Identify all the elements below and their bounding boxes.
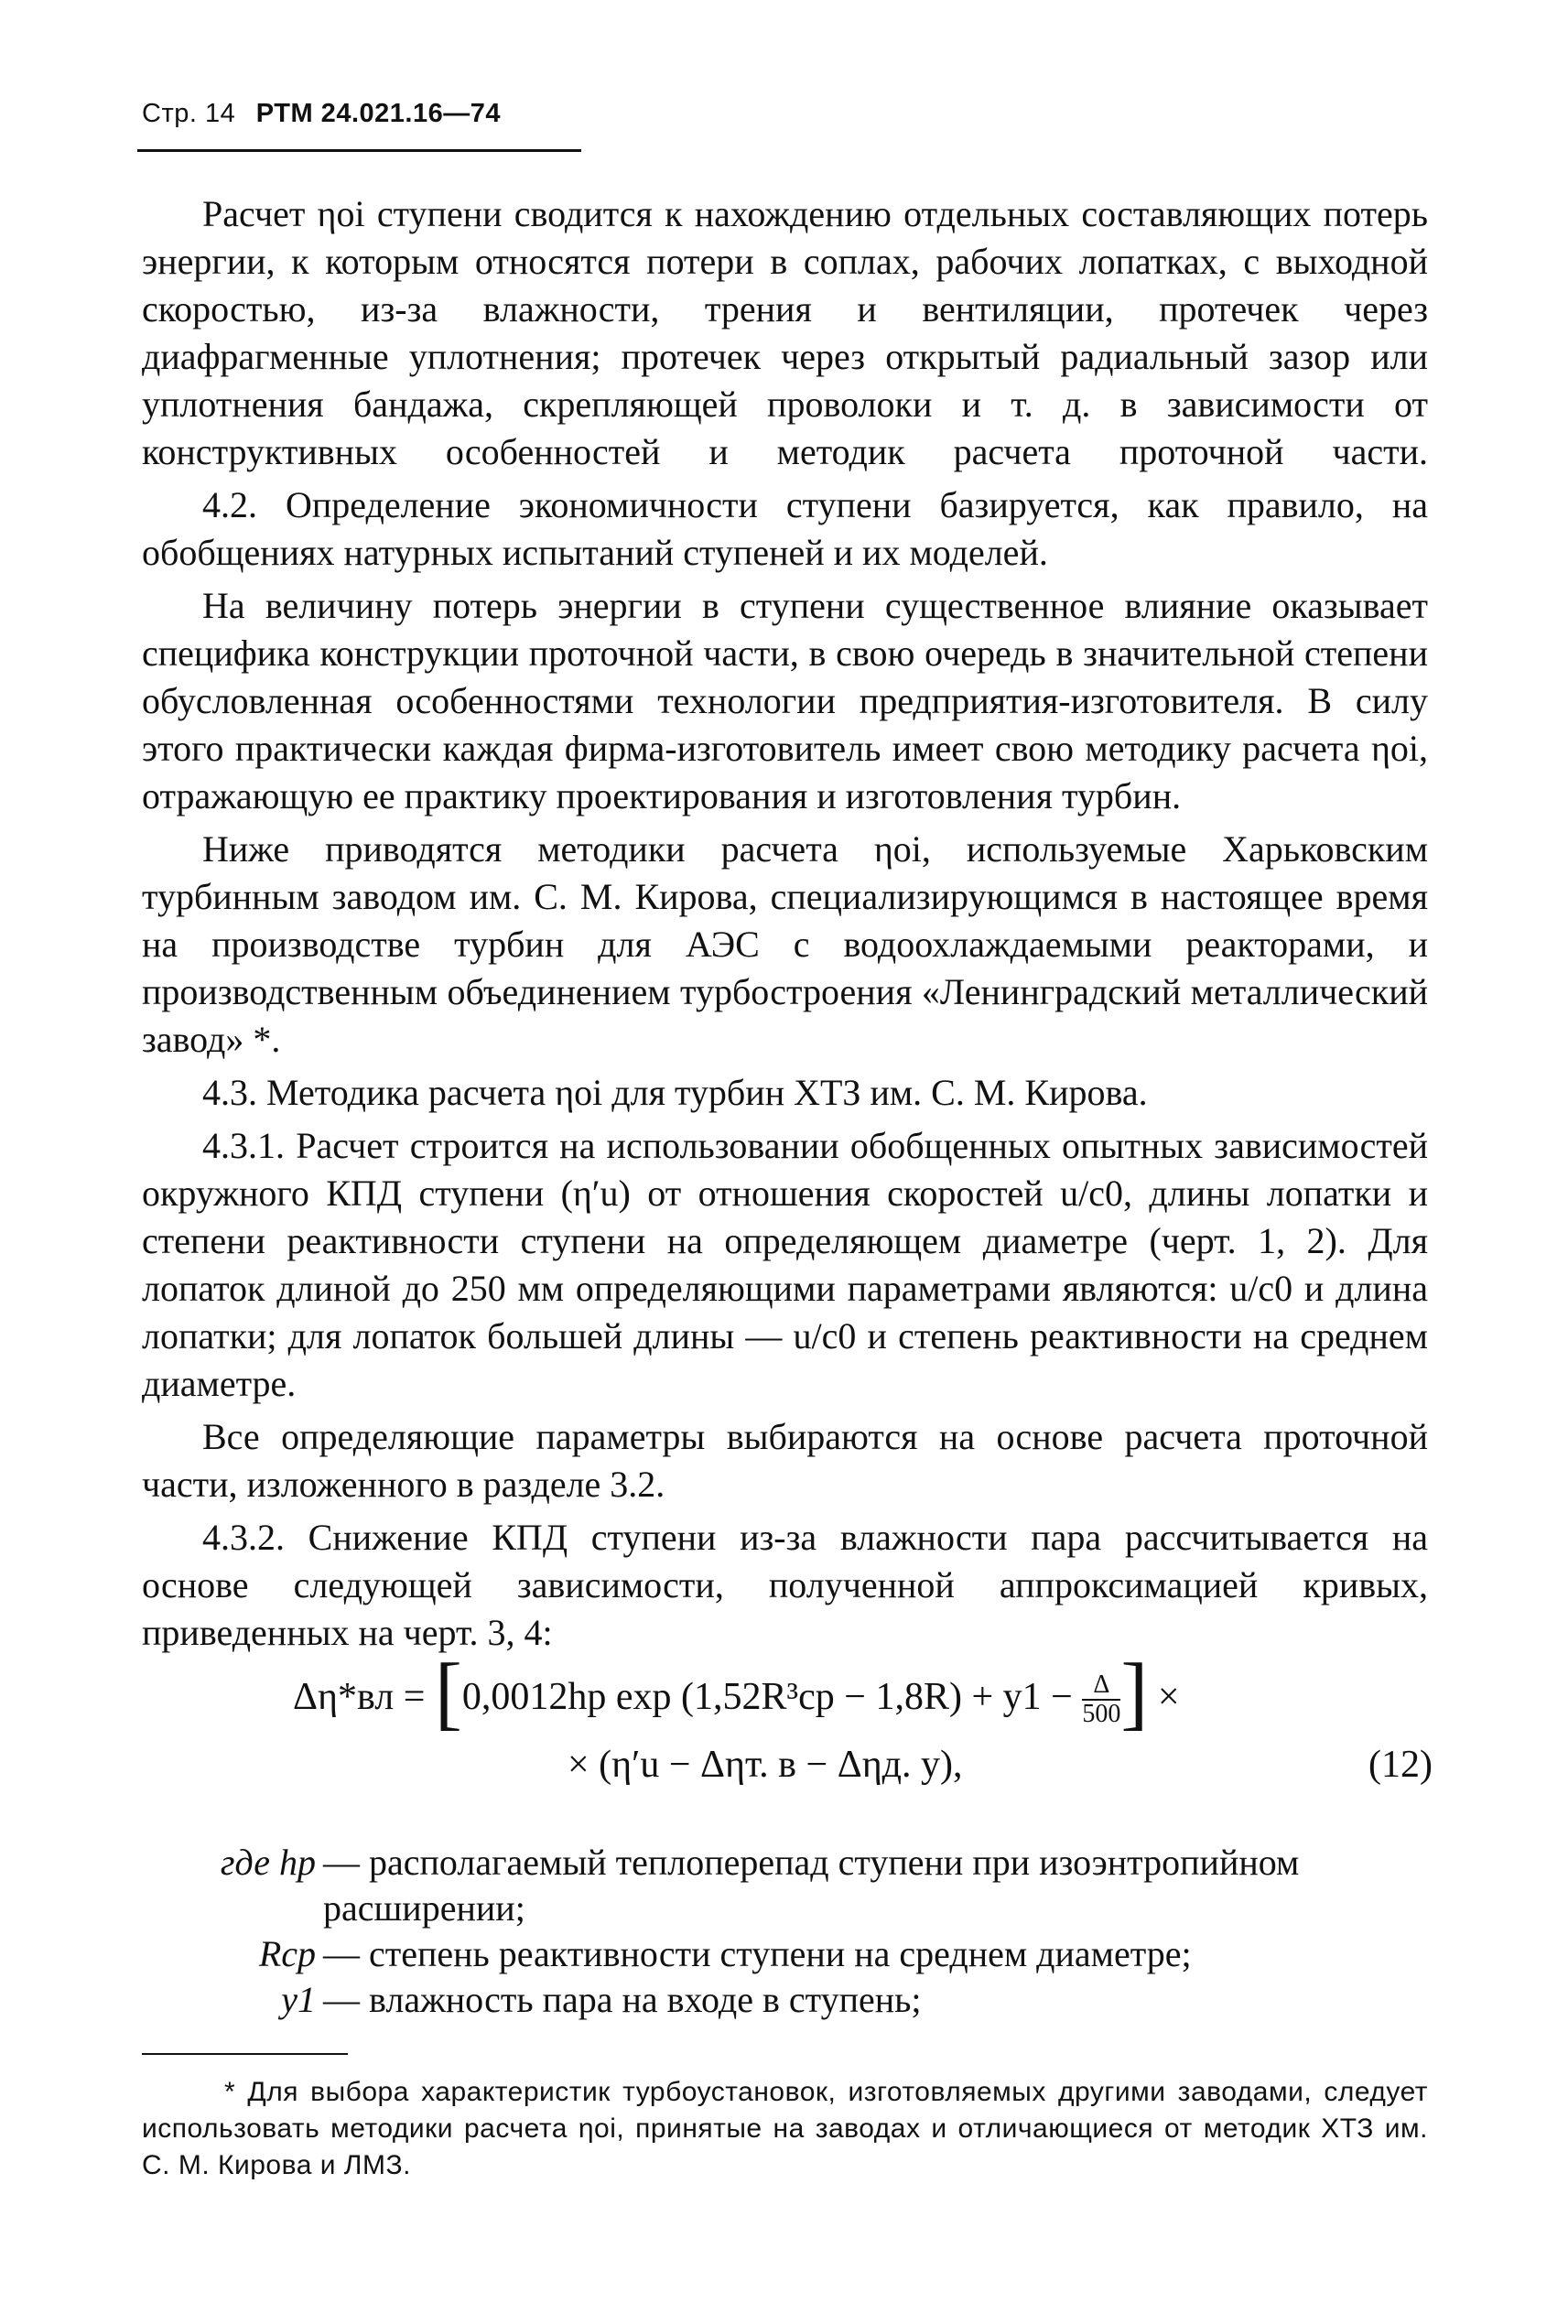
paragraph: 4.3.2. Снижение КПД ступени из-за влажности пара рассчитывается на основе следующей зависимости, полученной аппроксимацией кривых, приведенных на черт. 3, 4: [142,1517,1428,1653]
formula-line-1 [293,1648,1180,1738]
left-bracket: [ [434,1648,462,1738]
body-text [142,190,1428,1662]
section-heading: 4.3. Методика расчета ηoi для турбин ХТЗ им. С. М. Кирова. [202,1072,1148,1113]
page-number: Стр. 14 [142,99,236,128]
definition-symbol: где hр [220,1842,316,1883]
fraction-numerator: Δ [1082,1671,1120,1701]
definition-text: — влажность пара на входе в ступень; [323,1979,922,2020]
footnote [142,2074,1428,2184]
formula-lhs: Δη*вл = [293,1676,426,1718]
definitions-list [142,1840,1428,2023]
definition-row [142,1931,1428,1977]
page-header [142,99,501,129]
definition-text: — степень реактивности ступени на среднем диаметре; [323,1933,1192,1974]
paragraph: Ниже приводятся методики расчета ηoi, используемые Харьковским турбинным заводом им. С. М. Кирова, специализирующимся в настоящее время на производстве турбин для АЭС с водоохлаждаемыми реакторами, и производственным объединением турбостроения «Ленинградский металлический завод» *. [142,828,1428,1060]
document-code: РТМ 24.021.16—74 [255,99,501,128]
definition-row [142,1840,1428,1931]
formula-number: (12) [1368,1744,1433,1786]
formula-multiply: × [1157,1676,1180,1718]
paragraph: 4.2. Определение экономичности ступени базируется, как правило, на обобщениях натурных испытаний ступеней и их моделей. [142,484,1428,573]
footnote-text: * Для выбора характеристик турбоустановок, изготовляемых другими заводами, следует использовать методики расчета ηoi, принятые на заводах и отличающиеся от методик ХТЗ им. С. М. Кирова и ЛМЗ. [142,2077,1428,2180]
footnote-rule [142,2053,348,2055]
fraction-denominator: 500 [1082,1700,1121,1729]
definition-symbol: Rср [258,1933,316,1974]
paragraph: Все определяющие параметры выбираются на основе расчета проточной части, изложенного в разделе 3.2. [142,1416,1428,1505]
definition-symbol: y1 [281,1979,316,2020]
paragraph: На величину потерь энергии в ступени существенное влияние оказывает специфика конструкции проточной части, в свою очередь в значительной степени обусловленная особенностями технологии предприятия-изготовителя. В силу этого практически каждая фирма-изготовитель имеет свою методику расчета ηoi, отражающую ее практику проектирования и изготовления турбин. [142,585,1428,816]
definition-text: — располагаемый теплоперепад ступени при изоэнтропийном расширении; [323,1842,1300,1929]
right-bracket: ] [1120,1648,1149,1738]
definition-row [142,1977,1428,2023]
paragraph: Расчет ηoi ступени сводится к нахождению отдельных составляющих потерь энергии, к которым относятся потери в соплах, рабочих лопатках, с выходной скоростью, из-за влажности, трения и вентиляции, протечек через диафрагменные уплотнения; протечек через открытый радиальный зазор или уплотнения бандажа, скрепляющей проволоки и т. д. в зависимости от конструктивных особенностей и методик расчета проточной части. [142,193,1428,472]
formula-body: 0,0012hр exp (1,52R³ср − 1,8R) + y1 − [461,1676,1073,1718]
paragraph: 4.3.1. Расчет строится на использовании обобщенных опытных зависимостей окружного КПД ступени (η′u) от отношения скоростей u/c0, длины лопатки и степени реактивности ступени на определяющем диаметре (черт. 1, 2). Для лопаток длиной до 250 мм определяющими параметрами являются: u/c0 и длина лопатки; для лопаток большей длины — u/c0 и степень реактивности на среднем диаметре. [142,1125,1428,1404]
formula-line-2: × (η′u − Δηт. в − Δηд. у), [568,1744,963,1786]
header-rule [137,149,581,152]
formula-fraction [1082,1671,1120,1728]
